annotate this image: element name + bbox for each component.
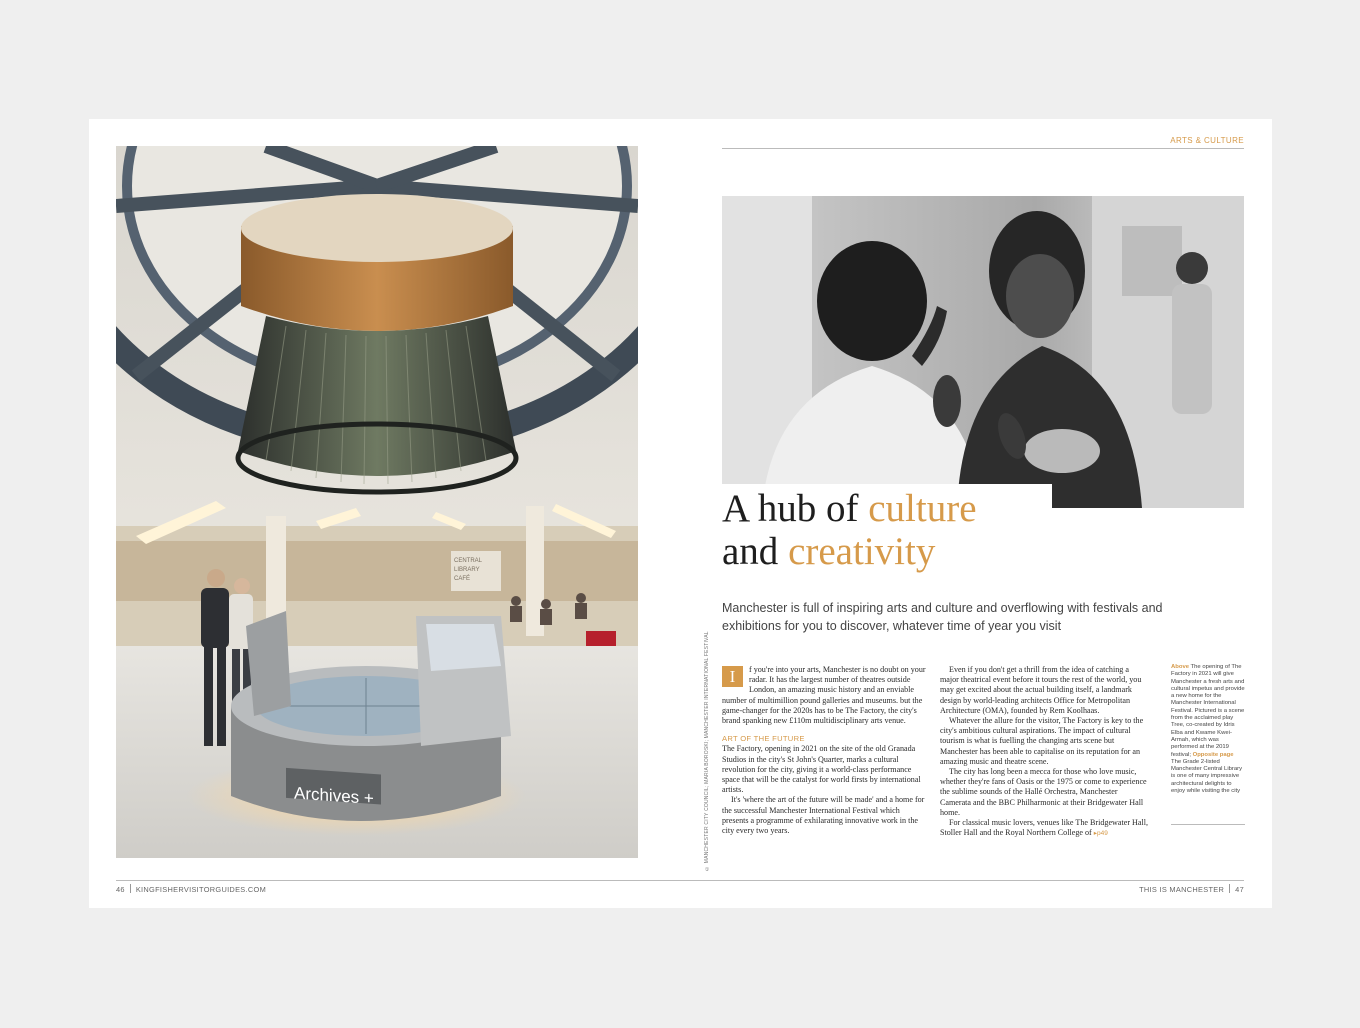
headline-plain-2: and: [722, 530, 789, 573]
body-paragraph: For classical music lovers, venues like The Bridgewater Hall, Stoller Hall and the Royal Northern College of: [940, 818, 1148, 838]
folio-separator: [1229, 884, 1230, 893]
body-column-1: [722, 665, 928, 836]
top-rule: [722, 148, 1244, 149]
publication-name: THIS IS MANCHESTER: [1139, 885, 1225, 894]
body-paragraph: The city has long been a mecca for those who love music, whether they're fans of Oasis or the 1975 or come to experience the sublime sounds of the Hallé Orchestra, Manchester Camerata and the BBC Philharmonic at their Bridgewater Hall home.: [940, 767, 1147, 817]
folio-right: [1139, 884, 1244, 894]
folio-left: [116, 884, 266, 894]
magazine-spread: [89, 119, 1272, 908]
section-tag: ARTS & CULTURE: [1170, 136, 1244, 145]
cafe-sign-line-2: LIBRARY: [454, 567, 480, 573]
central-library-illustration: [116, 146, 638, 858]
website-link[interactable]: KINGFISHERVISITORGUIDES.COM: [135, 885, 267, 894]
continued-marker: ▸p49: [1093, 830, 1108, 838]
page-number-left: 46: [116, 885, 125, 894]
folio-separator: [130, 884, 131, 893]
headline-accent-2: creativity: [788, 530, 936, 573]
body-paragraph: Even if you don't get a thrill from the idea of catching a major theatrical event before it tours the rest of the world, you may get excited about the actual building itself, a landmark design by world-leading architects Office for Metropolitan Architecture (OMA), founded by Rem Koolhaas.: [940, 665, 1142, 715]
standfirst: Manchester is full of inspiring arts and culture and overflowing with festivals and exhibitions for you to discover, whatever time of year you visit: [722, 601, 1163, 633]
headline-plain-1: A hub of: [722, 487, 869, 530]
headline: [722, 484, 1052, 576]
caption-rule: [1171, 824, 1245, 825]
body-column-2: [940, 665, 1149, 839]
archives-sign: Archives +: [294, 783, 374, 809]
footer-rule: [116, 880, 1244, 881]
cafe-sign-line-1: CENTRAL: [454, 558, 483, 564]
caption-text-opposite: The Grade 2-listed Manchester Central Library is one of many impressive architectural delights to enjoy while visiting the city: [1171, 758, 1243, 795]
page-number-right: 47: [1235, 885, 1244, 894]
headline-line-1: [722, 487, 1052, 530]
headline-accent-1: culture: [868, 487, 977, 530]
cafe-sign-line-3: CAFÉ: [454, 576, 471, 582]
body-paragraph: f you're into your arts, Manchester is no doubt on your radar. It has the largest number of theatres outside London, an amazing music history and an enviable number of multimillion pound galleries and museums. but the game-changer for the 2020s has to be The Factory, the city's brand spanking new £110m multidisciplinary arts venue.: [722, 665, 926, 726]
central-library-photo: [116, 146, 638, 858]
caption-label-opposite: Opposite page: [1192, 751, 1234, 758]
body-paragraph: It's 'where the art of the future will be made' and a home for the successful Manchester International Festival which presents a programme of exhilarating innovative work in the city every two years.: [722, 795, 925, 836]
performers-illustration: [722, 196, 1244, 508]
photo-caption: [1171, 664, 1245, 795]
caption-label-above: Above: [1171, 664, 1190, 670]
body-paragraph: The Factory, opening in 2021 on the site of the old Granada Studios in the city's St John's Quarter, marks a cultural revolution for the city, giving it a world-class performance space that will be the catalyst for world firsts by international artists.: [722, 744, 921, 795]
dropcap: I: [722, 666, 743, 687]
subhead-art-of-the-future: ART OF THE FUTURE: [722, 734, 805, 744]
caption-text-above: The opening of The Factory in 2021 will give Manchester a fresh arts and cultural impetus and provide a new home for the Manchester International Festival. Pictured is a scene from the acclaimed play Tree, co-created by Idris Elba and Kwame Kwei-Armah, which was performed at the 2019 festival;: [1171, 664, 1245, 758]
factory-performance-photo: [722, 196, 1244, 508]
headline-line-2: [722, 530, 1052, 573]
body-paragraph: Whatever the allure for the visitor, The Factory is key to the city's ambitious cultural aspirations. The impact of cultural tourism is what is fuelling the changing arts scene but Manchester has been able to capitalise on its reputation for an amazing music and theatre scene.: [940, 716, 1144, 766]
photo-credit: © MANCHESTER CITY COUNCIL; MARIA BOROSKI; MANCHESTER INTERNATIONAL FESTIVAL: [704, 631, 710, 871]
